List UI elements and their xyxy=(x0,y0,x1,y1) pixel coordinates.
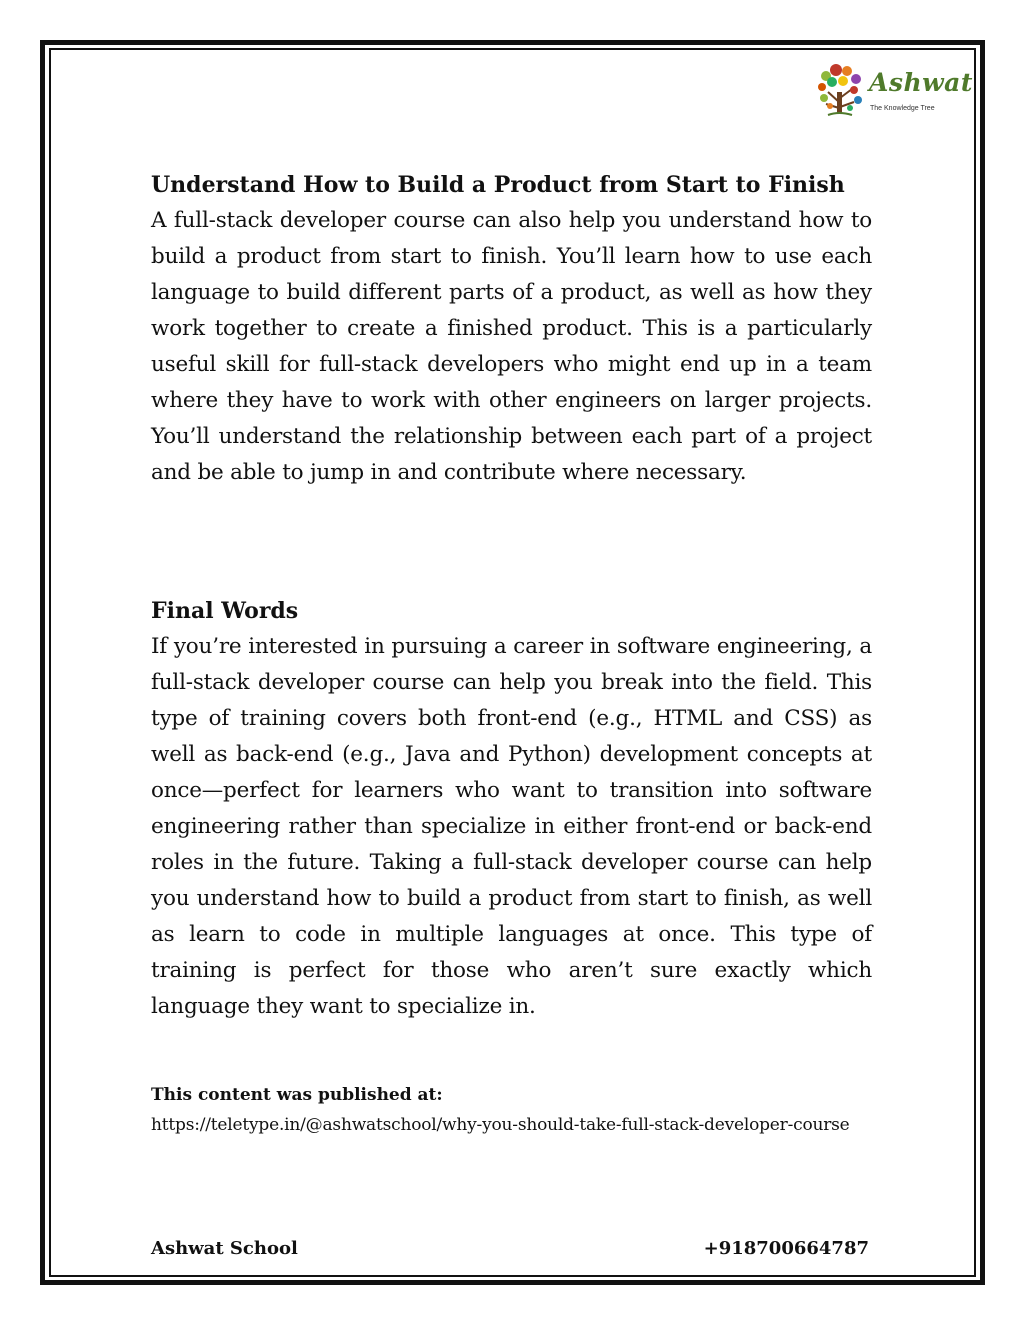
footer-school-name: Ashwat School xyxy=(151,1238,298,1259)
section-build-product xyxy=(151,167,872,491)
logo-tagline: The Knowledge Tree xyxy=(870,105,935,112)
published-label: This content was published at: xyxy=(151,1085,443,1105)
ashwat-logo xyxy=(814,60,973,120)
page-footer xyxy=(151,1238,869,1259)
published-url[interactable]: https://teletype.in/@ashwatschool/why-you-should-take-full-stack-developer-course xyxy=(151,1115,850,1135)
section-final-words xyxy=(151,593,872,1025)
tree-icon xyxy=(814,62,866,118)
published-info xyxy=(151,1080,872,1140)
section-heading: Final Words xyxy=(151,598,299,624)
logo-wordmark: Ashwat xyxy=(869,68,973,97)
section-body: If you’re interested in pursuing a career in software engineering, a full-stack developer course can help you break into the field. This type of training covers both front-end (e.g., HTML and CSS) as well as back-end (e.g., Java and Python) development concepts at once—perfect for learners who want to transition into software engineering rather than specialize in either front-end or back-end roles in the future. Taking a full-stack developer course can help you understand how to build a product from start to finish, as well as learn to code in multiple languages at once. This type of training is perfect for those who aren’t sure exactly which language they want to specialize in. xyxy=(151,634,872,1019)
footer-phone: +918700664787 xyxy=(703,1238,869,1259)
section-heading: Understand How to Build a Product from Start to Finish xyxy=(151,172,845,198)
section-body: A full-stack developer course can also help you understand how to build a product from start to finish. You’ll learn how to use each language to build different parts of a product, as well as how they work together to create a finished product. This is a particularly useful skill for full-stack developers who might end up in a team where they have to work with other engineers on larger projects. You’ll understand the relationship between each part of a project and be able to jump in and contribute where necessary. xyxy=(151,208,872,485)
